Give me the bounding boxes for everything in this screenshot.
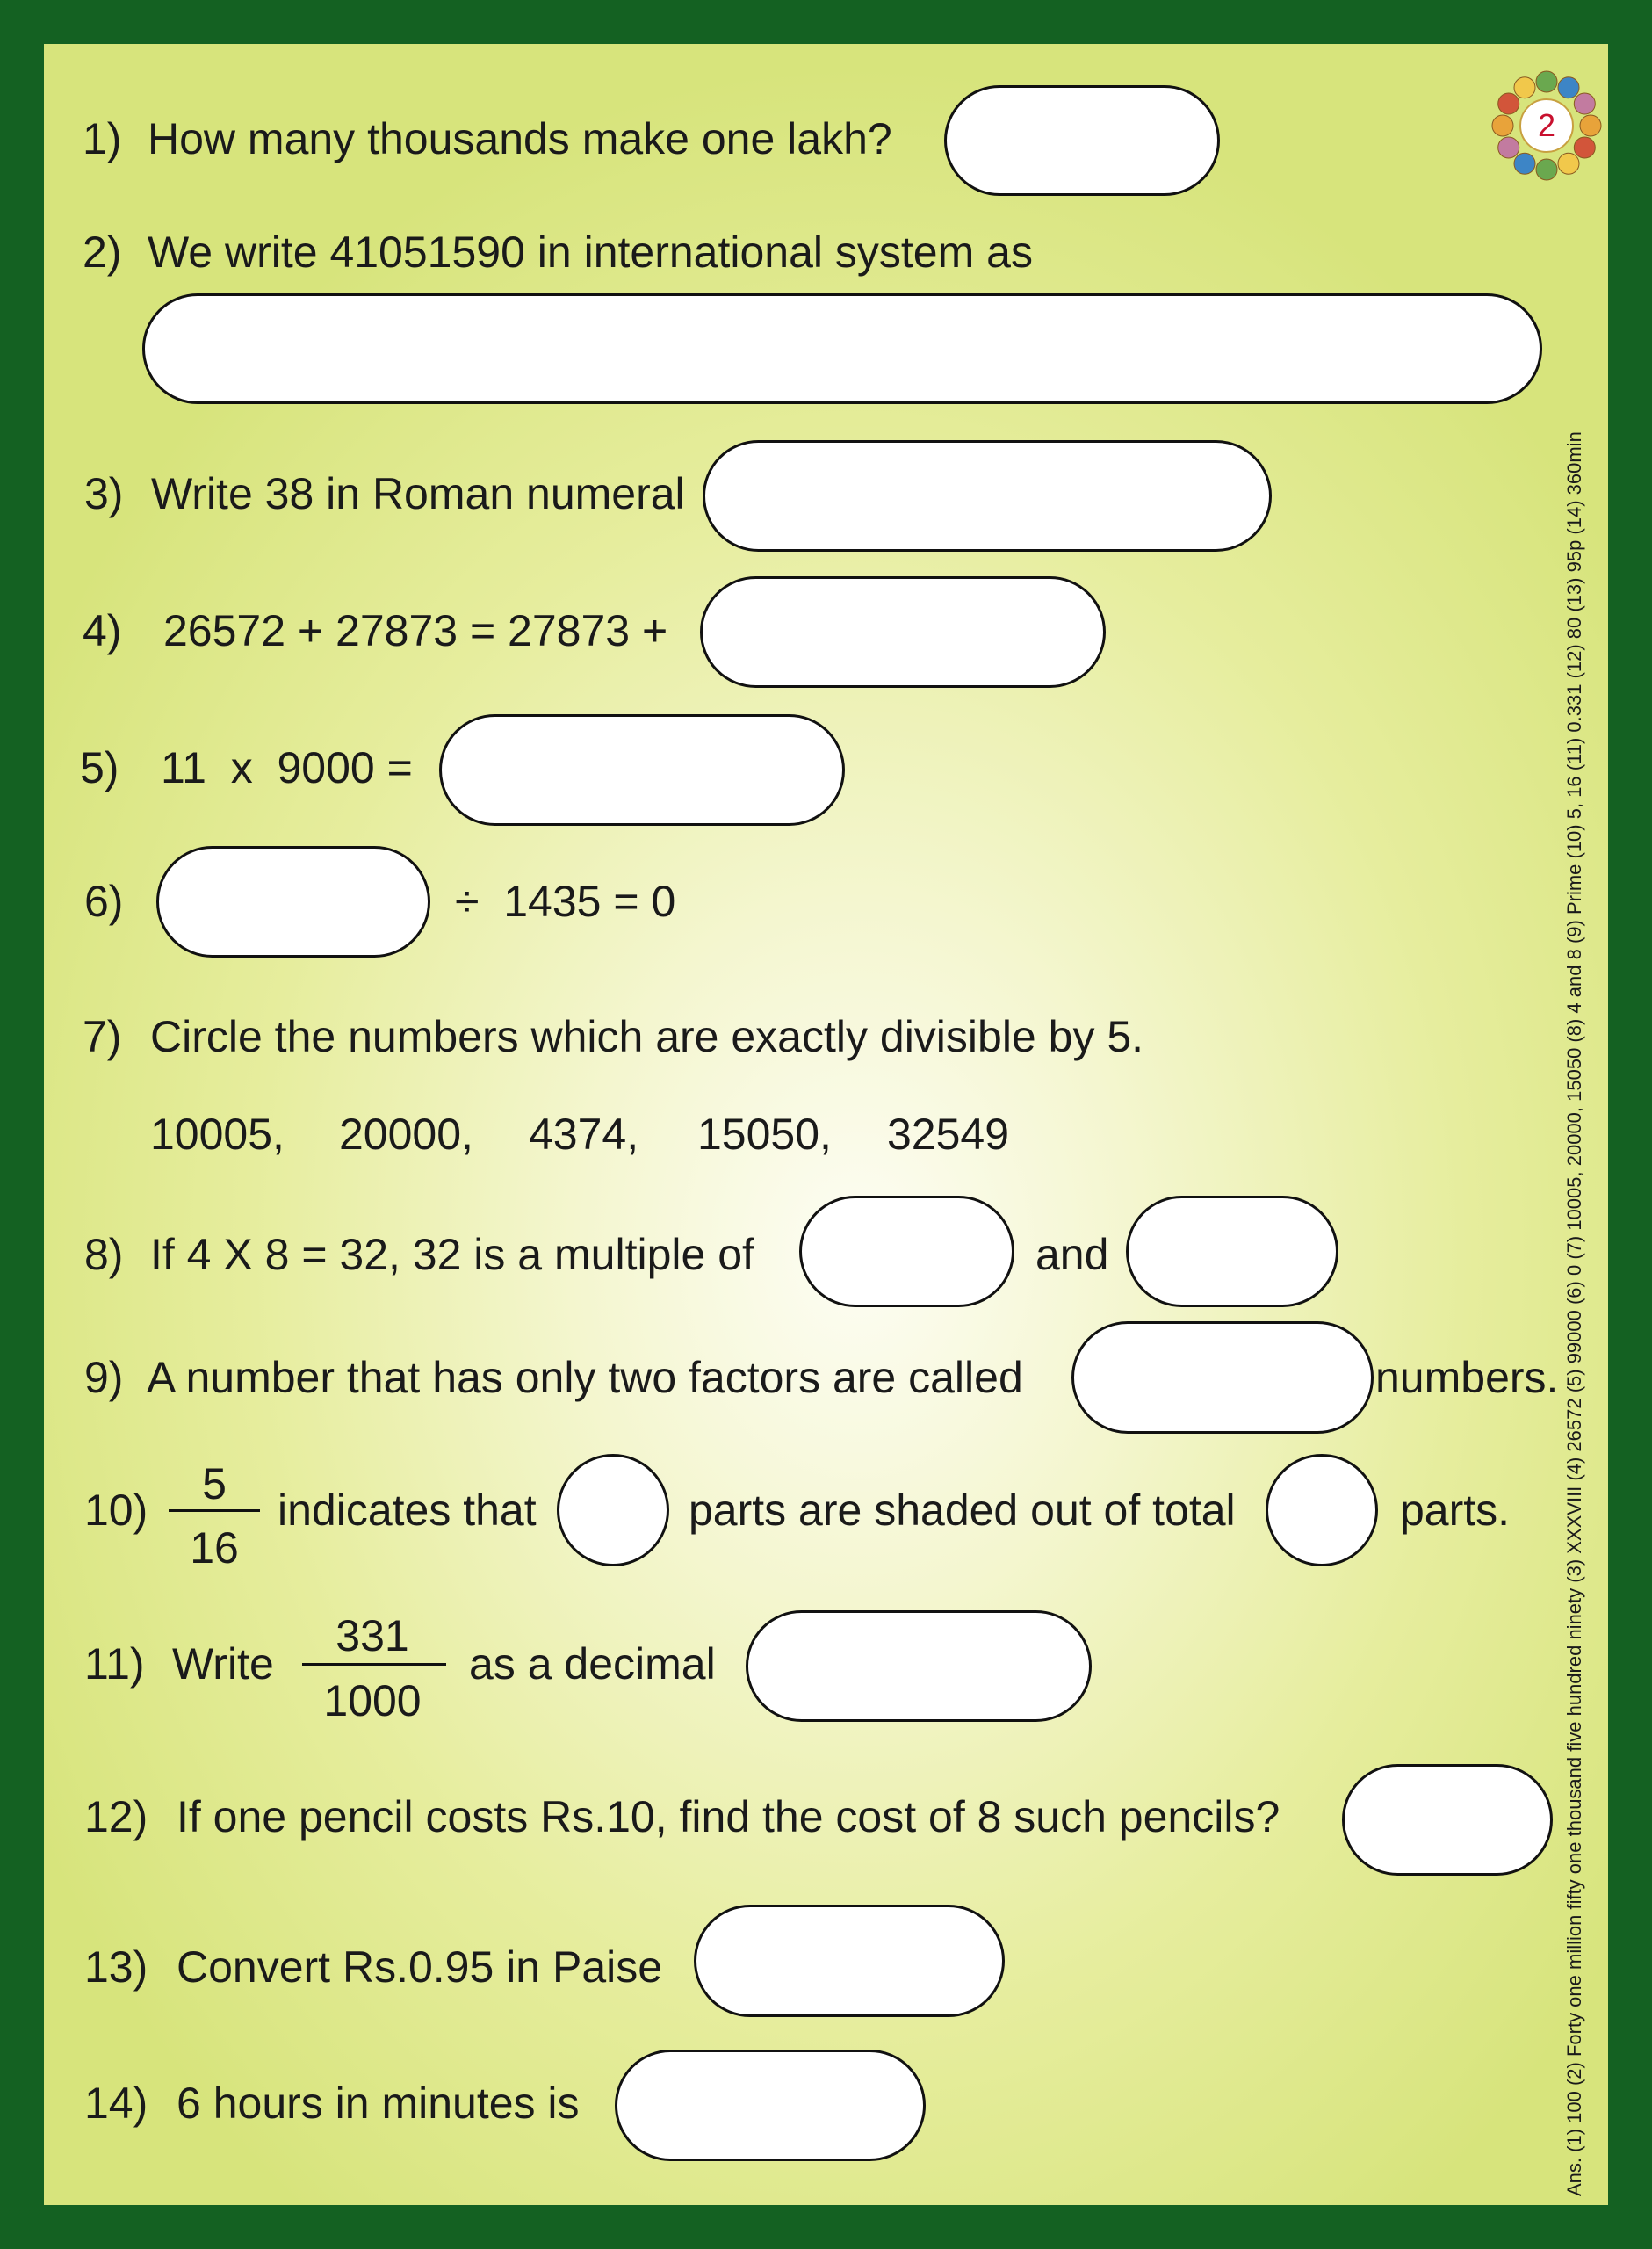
q5-answer-box[interactable] (439, 714, 845, 826)
q10-text-a: indicates that (278, 1486, 537, 1535)
q11-text-b: as a decimal (469, 1639, 716, 1689)
q10-text-b: parts are shaded out of total (689, 1486, 1236, 1535)
q11-denominator: 1000 (323, 1676, 422, 1725)
q11-answer-box[interactable] (746, 1610, 1092, 1722)
answer-key: Ans. (1) 100 (2) Forty one million fifty one thousand five hundred ninety (3) XXXVIII (4) 26572 (5) 99000 (6) 0 (7) 10005, 20000, 15050 (8) 4 and 8 (9) Prime (10) 5, 16 (11) 0.331 (12) 80 (13) 95p (14) 360min (1563, 431, 1585, 2196)
q1-number: 1) (83, 114, 122, 163)
q8-answer-box-1[interactable] (799, 1196, 1014, 1307)
q5-number: 5) (80, 743, 119, 792)
q13-number: 13) (84, 1942, 148, 1992)
q8-number: 8) (84, 1230, 124, 1279)
q8-and: and (1035, 1230, 1109, 1279)
q2-number: 2) (83, 228, 122, 277)
q6-number: 6) (84, 877, 124, 926)
page-number: 2 (1537, 107, 1556, 143)
q7-option[interactable]: 10005, (150, 1110, 285, 1159)
q14-text: 6 hours in minutes is (177, 2079, 580, 2128)
q10-denominator: 16 (190, 1523, 239, 1573)
q10-text-c: parts. (1400, 1486, 1511, 1535)
q12-answer-box[interactable] (1342, 1764, 1553, 1876)
q6-text: ÷ 1435 = 0 (455, 877, 676, 926)
q13-text: Convert Rs.0.95 in Paise (177, 1942, 663, 1992)
q1-answer-box[interactable] (944, 85, 1220, 196)
q10-answer-circle-1[interactable] (557, 1454, 669, 1566)
q9-suffix: numbers. (1375, 1353, 1559, 1402)
q11-numerator: 331 (335, 1611, 409, 1660)
q12-number: 12) (84, 1792, 148, 1841)
q7-option[interactable]: 4374, (529, 1110, 639, 1159)
q12-text: If one pencil costs Rs.10, find the cost of 8 such pencils? (177, 1792, 1280, 1841)
q6-answer-box[interactable] (156, 846, 430, 958)
q14-answer-box[interactable] (615, 2050, 926, 2161)
q7-text: Circle the numbers which are exactly divisible by 5. (150, 1012, 1144, 1061)
q7-number: 7) (83, 1012, 122, 1061)
q3-number: 3) (84, 469, 124, 518)
q11-fraction-bar (302, 1663, 446, 1666)
q10-numerator: 5 (202, 1459, 227, 1508)
q14-number: 14) (84, 2079, 148, 2128)
q10-fraction-bar (169, 1509, 260, 1512)
q8-answer-box-2[interactable] (1126, 1196, 1338, 1307)
q10-number: 10) (84, 1486, 148, 1535)
q7-option[interactable]: 32549 (887, 1110, 1010, 1159)
q1-text: How many thousands make one lakh? (148, 114, 892, 163)
q2-answer-box[interactable] (142, 293, 1542, 404)
q4-number: 4) (83, 606, 122, 655)
q11-number: 11) (84, 1639, 145, 1689)
q9-text: A number that has only two factors are called (147, 1353, 1023, 1402)
q2-text: We write 41051590 in international system as (148, 228, 1033, 277)
q4-answer-box[interactable] (700, 576, 1106, 688)
q3-answer-box[interactable] (703, 440, 1272, 552)
q8-text: If 4 X 8 = 32, 32 is a multiple of (150, 1230, 754, 1279)
q3-text: Write 38 in Roman numeral (151, 469, 685, 518)
q9-answer-box[interactable] (1071, 1321, 1374, 1434)
q7-option[interactable]: 20000, (339, 1110, 473, 1159)
page-number-badge (1486, 65, 1607, 186)
q4-text: 26572 + 27873 = 27873 + (163, 606, 668, 655)
q5-text: 11 x 9000 = (161, 743, 413, 792)
q10-answer-circle-2[interactable] (1266, 1454, 1378, 1566)
q7-option[interactable]: 15050, (697, 1110, 832, 1159)
q9-number: 9) (84, 1353, 124, 1402)
q11-text-a: Write (172, 1639, 274, 1689)
q13-answer-box[interactable] (694, 1905, 1005, 2017)
